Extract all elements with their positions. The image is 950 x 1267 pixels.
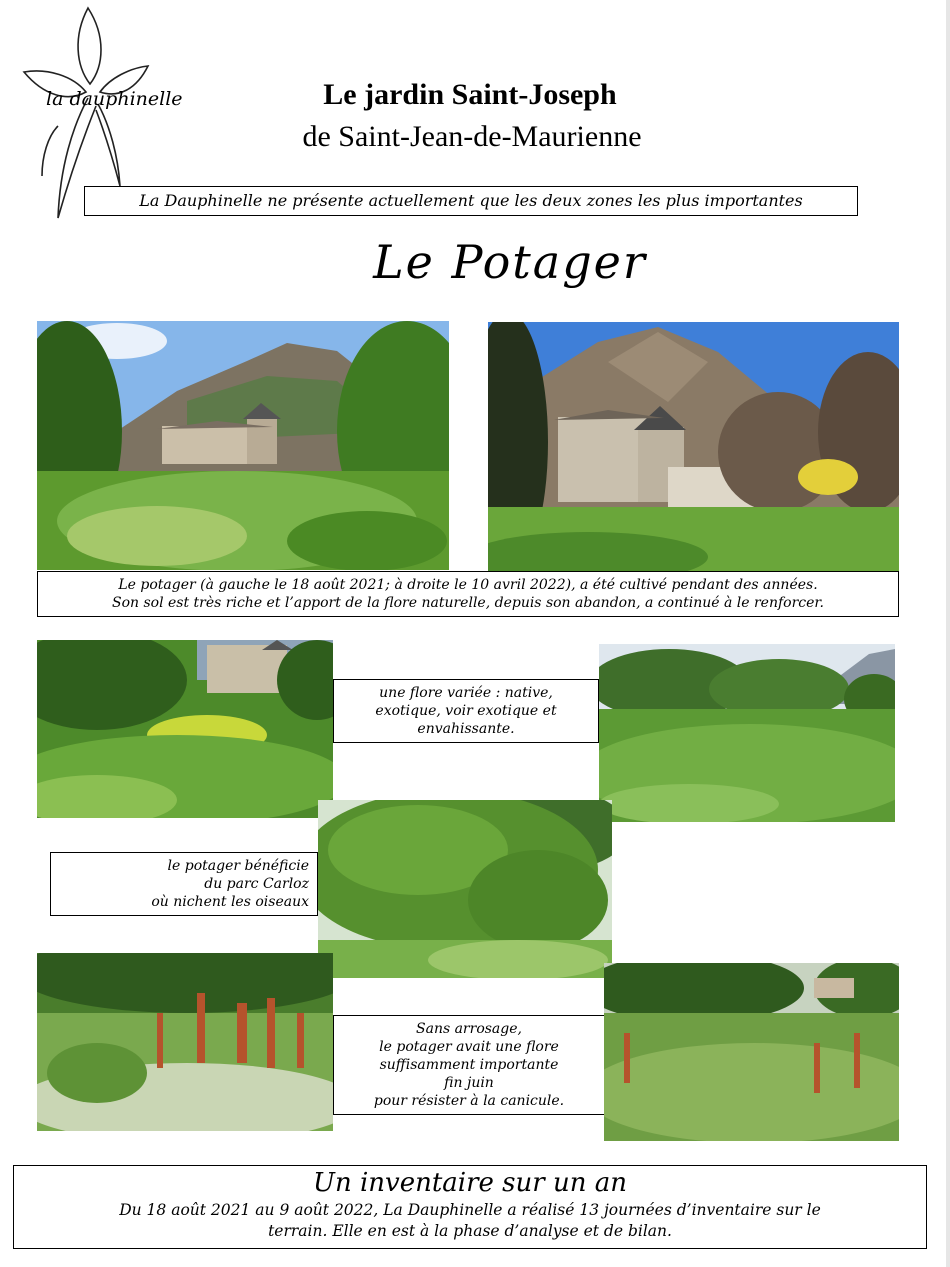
footer-text-line: Du 18 août 2021 au 9 août 2022, La Dauphinelle a réalisé 13 journées d’inventaire sur le	[119, 1201, 821, 1219]
caption-line: le potager bénéficie	[167, 858, 309, 874]
footer-title: Un inventaire sur un an	[313, 1168, 627, 1198]
photo-arrosage-left	[37, 953, 333, 1131]
page-title: Le jardin Saint-Joseph	[323, 78, 617, 111]
footer-text-line: terrain. Elle en est à la phase d’analyse et de bilan.	[268, 1222, 672, 1240]
footer-inventaire	[13, 1165, 927, 1249]
intro-note: La Dauphinelle ne présente actuellement que les deux zones les plus importantes	[84, 186, 858, 216]
photo-parc-carloz	[318, 800, 612, 978]
caption-line: du parc Carloz	[204, 876, 309, 892]
page-edge-divider	[946, 0, 950, 1267]
caption-potager-main	[37, 571, 899, 617]
photo-arrosage-right	[604, 963, 899, 1141]
caption-line: pour résister à la canicule.	[373, 1093, 565, 1109]
caption-arrosage	[333, 1015, 605, 1115]
caption-line: une flore variée : native,	[379, 685, 553, 701]
photo-potager-april	[488, 322, 899, 571]
caption-line: Son sol est très riche et l’apport de la flore naturelle, depuis son abandon, a continué à le renforcer.	[111, 595, 824, 611]
caption-line: fin juin	[444, 1075, 494, 1091]
photo-flore-left	[37, 640, 333, 818]
caption-line: Sans arrosage,	[416, 1021, 522, 1037]
caption-line: où nichent les oiseaux	[151, 894, 309, 910]
caption-parc	[50, 852, 318, 916]
caption-line: envahissante.	[417, 721, 515, 737]
caption-line: exotique, voir exotique et	[375, 703, 557, 719]
footer-text	[14, 1200, 926, 1242]
caption-line: suffisamment importante	[379, 1057, 559, 1073]
photo-flore-right	[599, 644, 895, 822]
photo-potager-august	[37, 321, 449, 570]
section-title: Le Potager	[373, 235, 647, 289]
logo-text: la dauphinelle	[46, 88, 183, 110]
caption-line: le potager avait une flore	[379, 1039, 559, 1055]
page-subtitle: de Saint-Jean-de-Maurienne	[302, 120, 642, 153]
caption-flore	[333, 679, 599, 743]
caption-line: Le potager (à gauche le 18 août 2021; à droite le 10 avril 2022), a été cultivé pendant des années.	[118, 577, 818, 593]
